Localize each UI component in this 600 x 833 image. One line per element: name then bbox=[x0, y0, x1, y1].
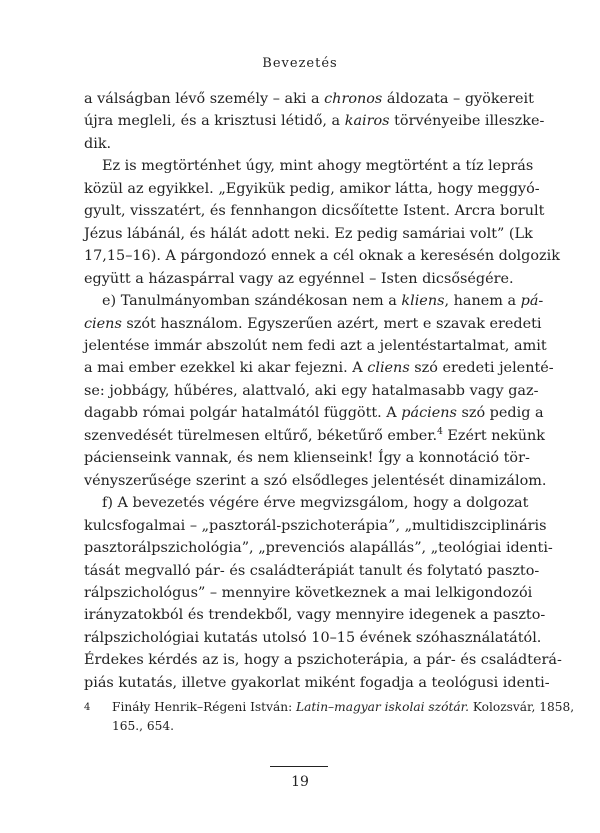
footnote bbox=[84, 698, 575, 736]
text-line: irányzatokból és trendekből, vagy mennyire idegenek a paszto- bbox=[84, 607, 546, 624]
text-line: a mai ember ezekkel ki akar fejezni. A cliens szó eredeti jelenté- bbox=[84, 360, 554, 377]
running-header: Bevezetés bbox=[262, 56, 338, 71]
text-line: piás kutatás, illetve gyakorlat miként fogadja a teológusi identi- bbox=[84, 674, 550, 691]
text-line: együtt a házaspárral vagy az egyénnel – Isten dicsőségére. bbox=[84, 270, 514, 287]
text-line: dik. bbox=[84, 135, 112, 152]
text-line: e) Tanulmányomban szándékosan nem a kliens, hanem a pá- bbox=[102, 293, 544, 310]
text-line: szenvedését türelmesen eltűrő, béketűrő ember.$^4$ Ezért nekünk bbox=[84, 427, 546, 444]
text-line: 17,15–16). A párgondozó ennek a cél oknak a keresésén dolgozik bbox=[84, 248, 560, 265]
footnote-reference: 4 bbox=[437, 427, 443, 437]
text-line: újra megleli, és a krisztusi létidő, a kairos törvényeibe illeszke- bbox=[84, 113, 545, 130]
text-line: ciens szót használom. Egyszerűen azért, mert e szavak eredeti bbox=[84, 315, 542, 332]
text-line: dagabb római polgár hatalmától függött. A páciens szó pedig a bbox=[84, 405, 544, 422]
text-line: pasztorálpszichológia”, „prevenciós alapállás”, „teológiai identi- bbox=[84, 540, 553, 557]
text-line: pácienseink vannak, és nem klienseink! Így a konnotáció tör- bbox=[84, 450, 530, 467]
text-line: a válságban lévő személy – aki a chronos áldozata – gyökereit bbox=[84, 91, 534, 107]
text-line: f) A bevezetés végére érve megvizsgálom, hogy a dolgozat bbox=[102, 495, 529, 512]
text-line: tását megvalló pár- és családterápiát tanult és folytató paszto- bbox=[84, 562, 540, 579]
text-line: közül az egyikkel. „Egyikük pedig, amikor látta, hogy meggyó- bbox=[84, 180, 540, 197]
page-number-rule bbox=[270, 766, 328, 767]
text-line: Ez is megtörténhet úgy, mint ahogy megtörtént a tíz leprás bbox=[102, 158, 534, 175]
footnote-line: 165., 654. bbox=[112, 719, 175, 733]
text-line: se: jobbágy, hűbéres, alattvaló, aki egy hatalmasabb vagy gaz- bbox=[84, 382, 539, 399]
body-text bbox=[84, 88, 562, 694]
text-line: vényszerűsége szerint a szó elsődleges jelentését dinamizálom. bbox=[84, 472, 547, 489]
text-line: kulcsfogalmai – „pasztorál-pszichoterápia”, „multidiszciplináris bbox=[84, 517, 547, 534]
footnote-line: Fináły Henrik–Régeni István: Latin–magyar iskolai szótár. Kolozsvár, 1858, bbox=[112, 700, 575, 714]
text-line: Érdekes kérdés az is, hogy a pszichoterápia, a pár- és családterá- bbox=[84, 652, 562, 669]
text-line: Jézus lábánál, és hálát adott neki. Ez pedig samáriai volt” (Lk bbox=[84, 225, 533, 242]
text-line: rálpszichológiai kutatás utolsó 10–15 évének szóhasználatától. bbox=[84, 629, 542, 646]
text-line: jelentése immár abszolút nem fedi azt a jelentéstartalmat, amit bbox=[84, 337, 547, 354]
page-number: 19 bbox=[291, 774, 309, 790]
footnote-number: 4 bbox=[84, 702, 91, 713]
text-line: rálpszichológus” – mennyire következnek a mai lelkigondozói bbox=[84, 584, 533, 601]
text-line: gyult, visszatért, és fennhangon dicsőítette Istent. Arcra borult bbox=[84, 203, 545, 220]
